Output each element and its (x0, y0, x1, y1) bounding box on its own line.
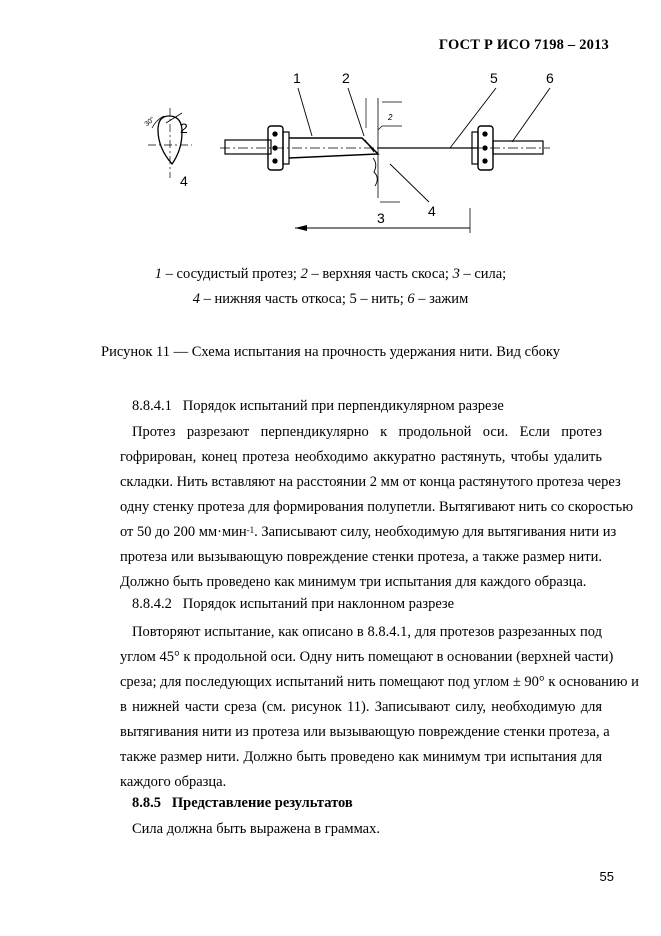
mark-2: 2 (388, 113, 393, 122)
text-line: Должно быть проведено как минимум три испытания для каждого образца. (120, 574, 587, 590)
figure-legend-line-2: 4 – нижняя часть откоса; 5 – нить; 6 – зажим (192, 291, 469, 307)
text-line: каждого образца. (120, 774, 227, 790)
figure-drawing (140, 68, 560, 238)
section-885-heading: 8.8.5 Представление результатов (132, 795, 353, 811)
text-line: также размер нити. Должно быть проведено как минимум три испытания для (120, 749, 602, 765)
label-cross-4: 4 (180, 173, 188, 189)
figure-title: Рисунок 11 — Схема испытания на прочность удержания нити. Вид сбоку (101, 344, 560, 360)
label-2: 2 (342, 70, 350, 86)
section-8841-body (120, 420, 634, 595)
label-1: 1 (293, 70, 301, 86)
section-885-text: Сила должна быть выражена в граммах. (132, 821, 380, 837)
text-line: в нижней части среза (см. рисунок 11). Записывают силу, необходимую для (120, 699, 602, 715)
text-line: протеза или вызывающую повреждение стенки протеза, а также размер нити. (120, 549, 602, 565)
text-line: Повторяют испытание, как описано в 8.8.4.1, для протезов разрезанных под (132, 624, 602, 640)
label-4: 4 (428, 203, 436, 219)
text-line: среза; для последующих испытаний нить помещают под углом ± 90° к основанию и (120, 674, 639, 690)
section-8841-heading: 8.8.4.1 Порядок испытаний при перпендикулярном разрезе (132, 398, 504, 414)
text-line: гофрирован, конец протеза необходимо аккуратно растянуть, чтобы удалить (120, 449, 602, 465)
text-line: одну стенку протеза для формирования полупетли. Вытягивают нить со скоростью (120, 499, 634, 515)
document-header: ГОСТ Р ИСО 7198 – 2013 (438, 37, 609, 53)
text-line: Протез разрезают перпендикулярно к продольной оси. Если протез (132, 424, 602, 440)
angle-label: 30° (143, 115, 157, 129)
label-cross-2: 2 (180, 120, 188, 136)
section-8842-heading: 8.8.4.2 Порядок испытаний при наклонном разрезе (132, 596, 455, 612)
label-3: 3 (377, 210, 385, 226)
section-8842-body (120, 620, 639, 795)
test-scheme-figure (140, 68, 560, 238)
text-line: вытягивания нити из протеза или вызывающую повреждение стенки протеза, а (120, 724, 610, 740)
text-line: складки. Нить вставляют на расстоянии 2 мм от конца растянутого протеза через (120, 474, 621, 490)
page-number: 55 (599, 869, 614, 884)
figure-legend-line-1: 1 – сосудистый протез; 2 – верхняя часть скоса; 3 – сила; (154, 266, 507, 282)
label-6: 6 (546, 70, 554, 86)
text-line: от 50 до 200 мм·мин$^{-1}$. Записывают силу, необходимую для вытягивания нити из (120, 524, 617, 540)
label-5: 5 (490, 70, 498, 86)
text-line: углом 45° к продольной оси. Одну нить помещают в основании (верхней части) (120, 649, 614, 665)
